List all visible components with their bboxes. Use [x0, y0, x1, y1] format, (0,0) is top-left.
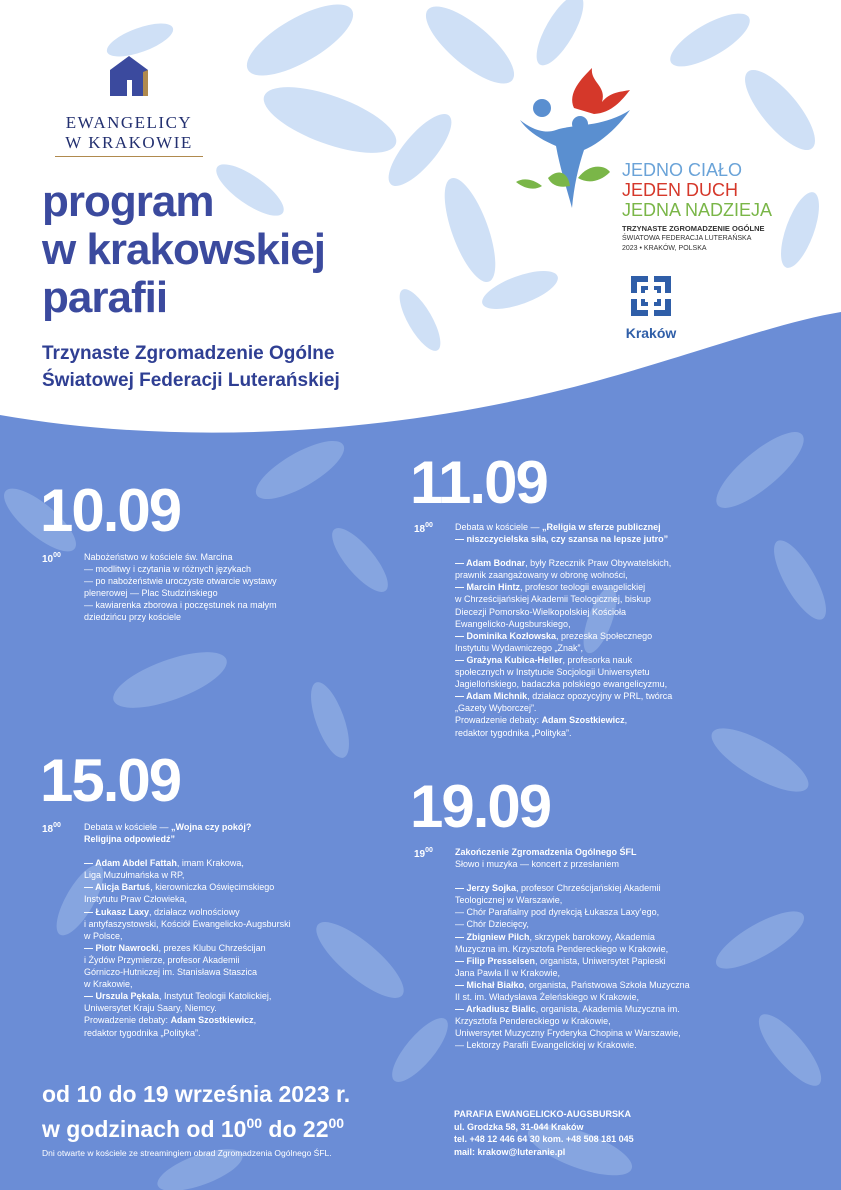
participant-desc: , organista, Akademia Muzyczna im.	[535, 1004, 680, 1015]
participant	[455, 654, 715, 666]
event-heading	[84, 821, 344, 833]
participant-desc: społecznych w Instytucie Socjologii Uniwersytetu	[455, 667, 650, 678]
participant-name: — Michał Białko	[455, 979, 525, 990]
footer-line2	[42, 1109, 442, 1144]
event-1009-body	[84, 551, 324, 624]
heading-title-2: Religijna odpowiedź”	[84, 834, 176, 845]
participant-desc: , organista, Uniwersytet Papieski	[535, 955, 666, 966]
wfl-small3: 2023 • KRAKÓW, POLSKA	[622, 245, 707, 252]
event-line: — modlitwy i czytania w różnych językach	[84, 564, 252, 575]
participant-desc: Krzysztofa Pendereckiego w Krakowie,	[455, 1016, 611, 1027]
participant-name: — Piotr Nawrocki	[84, 942, 159, 953]
participant-desc: , prezeska Społecznego	[556, 630, 653, 641]
participant	[84, 881, 344, 893]
event-line: dziedzińcu przy kościele	[84, 612, 182, 623]
footer-line1: od 10 do 19 września 2023 r.	[42, 1081, 351, 1107]
footer-dates	[42, 1080, 442, 1144]
logo-line2: W KRAKOWIE	[65, 133, 193, 152]
title-line: w krakowskiej	[42, 225, 325, 274]
participant-name: — Adam Bodnar	[455, 558, 526, 569]
participant-name: — Adam Abdel Fattah	[84, 858, 177, 869]
contact-name: PARAFIA EWANGELICKO-AUGSBURSKA	[454, 1109, 631, 1119]
logo-underline	[55, 156, 203, 157]
participant-desc: , profesorka nauk	[562, 654, 633, 665]
participant-desc: , Instytut Teologii Katolickiej,	[159, 991, 272, 1002]
participant-desc: , profesor Chrześcijańskiej Akademii	[516, 883, 661, 894]
event-line: plenerowej — Plac Studzińskiego	[84, 588, 218, 599]
participant-desc: Teologicznej w Warszawie,	[455, 895, 563, 906]
footer-hours-from: w godzinach od 10	[42, 1116, 247, 1142]
date-1009: 10.09	[40, 477, 181, 544]
participant	[84, 906, 344, 918]
time-minutes: 00	[53, 552, 61, 559]
heading-text: Debata w kościele —	[84, 822, 172, 832]
participant-desc: , skrzypek barokowy, Akademia	[529, 931, 655, 942]
footer-sup-from: 00	[246, 1115, 263, 1131]
footer-hours-to: do 22	[262, 1116, 329, 1142]
participant: — Chór Dziecięcy,	[455, 919, 529, 930]
participant-desc: w Chrześcijańskiej Akademii Teologicznej, biskup	[455, 594, 651, 605]
participant-desc: , profesor teologii ewangelickiej	[520, 582, 646, 593]
participant	[455, 690, 715, 702]
contact-block	[454, 1108, 634, 1158]
time-hour: 19	[414, 849, 426, 860]
participant	[455, 955, 735, 967]
event-line: — kawiarenka zborowa i poczęstunek na małym	[84, 600, 277, 611]
participant-desc: prawnik zaangażowany w obronę wolności,	[455, 570, 628, 581]
participant	[84, 990, 344, 1002]
participant-name: — Grażyna Kubica-Heller	[455, 654, 563, 665]
participant-desc: Diecezji Pomorsko-Wielkopolskiej Kościoła	[455, 606, 627, 617]
event-1109-body	[455, 521, 715, 739]
participant-desc: „Gazety Wyborczej”.	[455, 703, 537, 714]
krakow-label: Kraków	[625, 325, 677, 341]
heading-text: Debata w kościele —	[455, 522, 543, 532]
time-hour: 18	[414, 524, 426, 535]
page-title	[42, 178, 422, 322]
wfl-line1: JEDNO CIAŁO	[622, 160, 743, 180]
participant-name: — Filip Presseisen	[455, 955, 536, 966]
participant	[455, 581, 715, 593]
participant: — Lektorzy Parafii Ewangelickiej w Krakowie.	[455, 1040, 637, 1051]
participant-desc: Uniwersytet Muzyczny Fryderyka Chopina w Warszawie,	[455, 1028, 681, 1039]
moderator: Prowadzenie debaty: Adam Szostkiewicz,	[455, 715, 628, 726]
moderator-comma: ,	[253, 1015, 257, 1026]
participant-desc: Instytutu Wydawniczego „Znak”,	[455, 642, 583, 653]
moderator-desc: redaktor tygodnika „Polityka”.	[84, 1027, 201, 1038]
ewangelicy-logo	[44, 50, 214, 157]
participant-desc: Instytutu Praw Człowieka,	[84, 894, 188, 905]
subtitle-line: Światowej Federacji Luterańskiej	[42, 370, 340, 391]
participant	[455, 931, 735, 943]
time-minutes: 00	[425, 522, 433, 529]
time-hour: 18	[42, 824, 54, 835]
participant	[455, 979, 735, 991]
participant-desc: , działacz wolnościowy	[149, 906, 240, 917]
event-heading	[455, 521, 715, 533]
participant-name: — Łukasz Laxy	[84, 906, 150, 917]
wfl-logo-text	[622, 160, 822, 254]
wfl-small2: ŚWIATOWA FEDERACJA LUTERAŃSKA	[622, 235, 752, 242]
participant	[84, 857, 344, 869]
time-1909	[414, 847, 433, 860]
time-1009	[42, 552, 61, 565]
participant	[455, 557, 715, 569]
participant-name: — Dominika Kozłowska	[455, 630, 557, 641]
time-1109	[414, 522, 433, 535]
subtitle	[42, 340, 442, 394]
date-1509: 15.09	[40, 747, 181, 814]
event-1509-body	[84, 821, 344, 1039]
moderator-name: Adam Szostkiewicz	[170, 1015, 254, 1026]
participant-name: — Alicja Bartuś	[84, 882, 151, 893]
event-heading: Zakończenie Zgromadzenia Ogólnego ŚFL	[455, 847, 637, 857]
participant-desc: Jagiellońskiego, badaczka polskiego ewangelicyzmu,	[455, 679, 668, 690]
contact-address: ul. Grodzka 58, 31-044 Kraków	[454, 1121, 584, 1132]
date-1109: 11.09	[410, 449, 547, 516]
wfl-line2: JEDEN DUCH	[622, 180, 739, 200]
moderator-name: Adam Szostkiewicz	[541, 715, 625, 726]
moderator	[84, 1014, 344, 1026]
time-minutes: 00	[53, 822, 61, 829]
participant-desc: , były Rzecznik Praw Obywatelskich,	[525, 558, 672, 569]
participant-desc: Ewangelicko-Augsburskiego,	[455, 618, 571, 629]
title-line: program	[42, 177, 214, 226]
event-1909-body	[455, 846, 735, 1052]
participant-desc: , organista, Państwowa Szkoła Muzyczna	[524, 979, 690, 990]
moderator-label: Prowadzenie debaty:	[455, 715, 542, 726]
participant-desc: , działacz opozycyjny w PRL, twórca	[527, 691, 673, 702]
church-house-icon	[44, 50, 214, 108]
participant-desc: i Żydów Przymierze, profesor Akademii	[84, 954, 240, 965]
participant-name: — Zbigniew Pilch	[455, 931, 530, 942]
participant	[455, 882, 735, 894]
footer-sup-to: 00	[328, 1115, 345, 1131]
participant	[455, 1003, 735, 1015]
participant-desc: w Polsce,	[84, 930, 123, 941]
participant-name: — Jerzy Sojka	[455, 883, 517, 894]
participant-desc: , imam Krakowa,	[176, 858, 244, 869]
heading-title: „Religia w sferze publicznej	[542, 522, 661, 532]
time-hour: 10	[42, 554, 54, 565]
contact-email[interactable]: mail: krakow@luteranie.pl	[454, 1146, 566, 1157]
participant-desc: II st. im. Władysława Żeleńskiego w Krakowie,	[455, 992, 640, 1003]
moderator-label: Prowadzenie debaty:	[84, 1015, 171, 1026]
participant-desc: Liga Muzułmańska w RP,	[84, 870, 185, 881]
time-minutes: 00	[425, 847, 433, 854]
heading-title-2: — niszczycielska siła, czy szansa na lepsze jutro”	[455, 534, 669, 545]
wfl-small1: TRZYNASTE ZGROMADZENIE OGÓLNE	[622, 224, 765, 233]
event-subheading: Słowo i muzyka — koncert z przesłaniem	[455, 859, 620, 870]
participant-desc: , kierowniczka Oświęcimskiego	[150, 882, 275, 893]
event-line: Nabożeństwo w kościele św. Marcina	[84, 552, 233, 562]
participant: — Chór Parafialny pod dyrekcją Łukasza Laxy’ego,	[455, 907, 660, 918]
participant-name: — Urszula Pękala	[84, 991, 160, 1002]
subtitle-line: Trzynaste Zgromadzenie Ogólne	[42, 343, 335, 364]
participant-desc: , prezes Klubu Chrześcijan	[158, 942, 266, 953]
participant-name: — Marcin Hintz	[455, 582, 521, 593]
participant-desc: Uniwersytet Kraju Saary, Niemcy.	[84, 1003, 217, 1014]
event-line: — po nabożeństwie uroczyste otwarcie wystawy	[84, 576, 277, 587]
participant-desc: w Krakowie,	[84, 979, 133, 990]
participant-desc: Górniczo-Hutniczej im. Stanisława Staszica	[84, 967, 258, 978]
participant-name: — Adam Michnik	[455, 691, 528, 702]
wfl-line3: JEDNA NADZIEJA	[622, 200, 773, 220]
participant	[455, 630, 715, 642]
moderator-desc: redaktor tygodnika „Polityka”.	[455, 727, 572, 738]
date-1909: 19.09	[410, 773, 551, 840]
logo-line1: EWANGELICY	[65, 113, 193, 132]
participant-desc: Muzyczna im. Krzysztofa Pendereckiego w Krakowie,	[455, 943, 669, 954]
footer-note: Dni otwarte w kościele ze streamingiem obrad Zgromadzenia Ogólnego ŚFL.	[42, 1148, 332, 1158]
participant	[84, 942, 344, 954]
title-line: parafii	[42, 273, 168, 322]
krakow-logo	[616, 276, 686, 341]
heading-title: „Wojna czy pokój?	[171, 822, 252, 832]
time-1509	[42, 822, 61, 835]
contact-phone: tel. +48 12 446 64 30 kom. +48 508 181 045	[454, 1134, 634, 1144]
participant-name: — Arkadiusz Bialic	[455, 1004, 536, 1015]
participant-desc: i antyfaszystowski, Kościół Ewangelicko-Augsburski	[84, 918, 291, 929]
krakow-square-icon	[631, 276, 671, 316]
participant-desc: Jana Pawła II w Krakowie,	[455, 967, 561, 978]
